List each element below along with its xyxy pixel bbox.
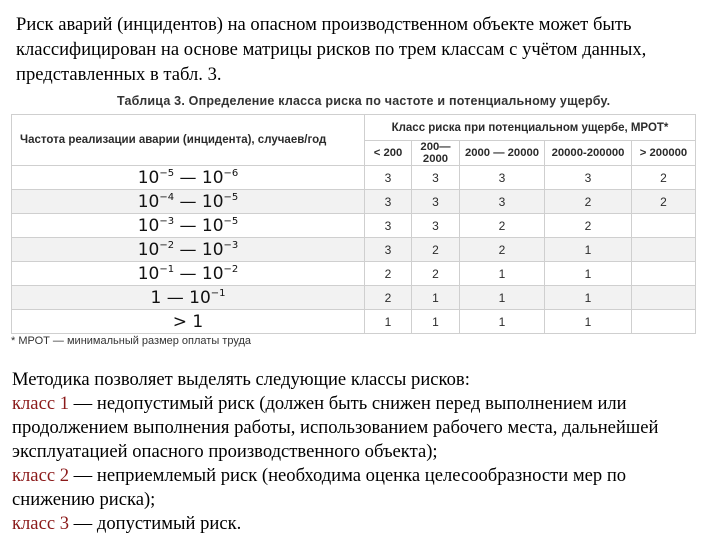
risk-class-cell: 1 [545, 310, 632, 334]
risk-class-cell: 2 [545, 190, 632, 214]
frequency-cell [12, 310, 365, 334]
frequency-cell [12, 238, 365, 262]
risk-class-cell: 2 [545, 214, 632, 238]
class-label: класс 3 [12, 513, 70, 534]
damage-header-cell: 2000 — 20000 [460, 141, 545, 166]
frequency-cell [12, 262, 365, 286]
risk-class-cell: 3 [365, 166, 412, 190]
risk-class-cell: 2 [632, 190, 696, 214]
freq-exp-b: −5 [223, 215, 239, 227]
damage-header-cell: 20000-200000 [545, 141, 632, 166]
freq-base-a: 10 [137, 239, 160, 260]
intro-paragraph: Риск аварий (инцидентов) на опасном производственном объекте может быть классифицирован на основе матрицы рисков по трем классам с учётом данных, представленных в табл. 3. [16, 14, 647, 85]
class-description: — недопустимый риск (должен быть снижен перед выполнением или продолжением выполнения работы, использованием рабочего места, дальнейшей эксплуатацией опасного производственного объекта); [12, 393, 659, 462]
freq-separator: — [174, 263, 202, 284]
freq-base-a: 1 [150, 287, 162, 308]
class-label: класс 1 [12, 393, 70, 414]
class-item [12, 464, 712, 512]
risk-class-cell: 2 [460, 238, 545, 262]
freq-separator: — [174, 215, 202, 236]
risk-matrix-table [11, 114, 696, 334]
freq-separator: — [161, 287, 190, 308]
risk-class-cell: 2 [632, 166, 696, 190]
damage-header-cell: < 200 [365, 141, 412, 166]
freq-base-b: 10 [189, 287, 211, 308]
table-row [12, 190, 696, 214]
table-row [12, 310, 696, 334]
risk-class-cell: 2 [365, 262, 412, 286]
freq-base-b: 10 [201, 239, 224, 260]
risk-class-cell [632, 262, 696, 286]
freq-exp-a: −2 [159, 239, 175, 251]
freq-separator: — [174, 167, 202, 188]
freq-base-a: > 1 [172, 311, 204, 332]
freq-exp-b: −3 [223, 239, 239, 251]
class-label: класс 2 [12, 465, 70, 486]
freq-separator: — [174, 239, 202, 260]
risk-class-cell: 3 [412, 190, 460, 214]
freq-exp-a: −4 [159, 191, 175, 203]
risk-class-cell: 2 [412, 238, 460, 262]
risk-class-cell: 3 [365, 214, 412, 238]
risk-class-cell: 1 [460, 262, 545, 286]
risk-class-cell: 1 [545, 238, 632, 262]
freq-exp-b: −2 [223, 263, 239, 275]
freq-base-b: 10 [201, 215, 224, 236]
risk-class-cell: 1 [412, 286, 460, 310]
methodology-block [12, 368, 712, 536]
risk-class-cell [632, 286, 696, 310]
risk-class-cell: 1 [365, 310, 412, 334]
freq-exp-a: −5 [159, 167, 175, 179]
table-row [12, 238, 696, 262]
risk-class-cell: 3 [412, 214, 460, 238]
class-description: — неприемлемый риск (необходима оценка целесообразности мер по снижению риска); [12, 465, 627, 510]
freq-exp-a: −1 [159, 263, 175, 275]
freq-base-a: 10 [137, 167, 160, 188]
risk-class-cell: 1 [545, 286, 632, 310]
risk-class-cell: 1 [412, 310, 460, 334]
risk-class-cell [632, 214, 696, 238]
frequency-cell [12, 166, 365, 190]
risk-class-cell [632, 310, 696, 334]
table-row [12, 286, 696, 310]
frequency-cell [12, 286, 365, 310]
freq-base-b: 10 [201, 191, 224, 212]
table-row [12, 166, 696, 190]
freq-exp-a: −3 [159, 215, 175, 227]
table-caption: Таблица 3. Определение класса риска по частоте и потенциальному ущербу. [117, 94, 611, 108]
class-description: — допустимый риск. [69, 513, 242, 534]
risk-class-cell: 2 [460, 214, 545, 238]
methodology-lead: Методика позволяет выделять следующие классы рисков: [12, 369, 470, 390]
freq-exp-b: −6 [223, 167, 239, 179]
table-row [12, 262, 696, 286]
class-item [12, 512, 712, 536]
table-row [12, 214, 696, 238]
matrix-body [12, 166, 696, 334]
frequency-header: Частота реализации аварии (инцидента), случаев/год [12, 115, 365, 166]
freq-base-a: 10 [137, 263, 160, 284]
risk-class-cell: 2 [412, 262, 460, 286]
damage-header-cell: 200—2000 [412, 141, 460, 166]
damage-group-header: Класс риска при потенциальном ущербе, МРОТ* [365, 115, 696, 141]
freq-base-a: 10 [137, 215, 160, 236]
risk-class-cell: 3 [412, 166, 460, 190]
risk-class-cell: 3 [460, 190, 545, 214]
risk-class-cell: 1 [460, 286, 545, 310]
frequency-cell [12, 190, 365, 214]
risk-class-cell: 1 [545, 262, 632, 286]
freq-exp-b: −5 [223, 191, 239, 203]
freq-exp-b: −1 [210, 287, 226, 299]
risk-class-cell: 3 [545, 166, 632, 190]
class-item [12, 392, 712, 464]
freq-separator: — [174, 191, 202, 212]
freq-base-a: 10 [137, 191, 160, 212]
risk-class-cell: 3 [460, 166, 545, 190]
freq-base-b: 10 [201, 167, 224, 188]
risk-class-cell [632, 238, 696, 262]
risk-class-cell: 2 [365, 286, 412, 310]
risk-class-cell: 1 [460, 310, 545, 334]
risk-class-cell: 3 [365, 190, 412, 214]
damage-header-cell: > 200000 [632, 141, 696, 166]
frequency-cell [12, 214, 365, 238]
table-footnote: * МРОТ — минимальный размер оплаты труда [11, 335, 252, 347]
freq-base-b: 10 [201, 263, 224, 284]
risk-class-cell: 3 [365, 238, 412, 262]
